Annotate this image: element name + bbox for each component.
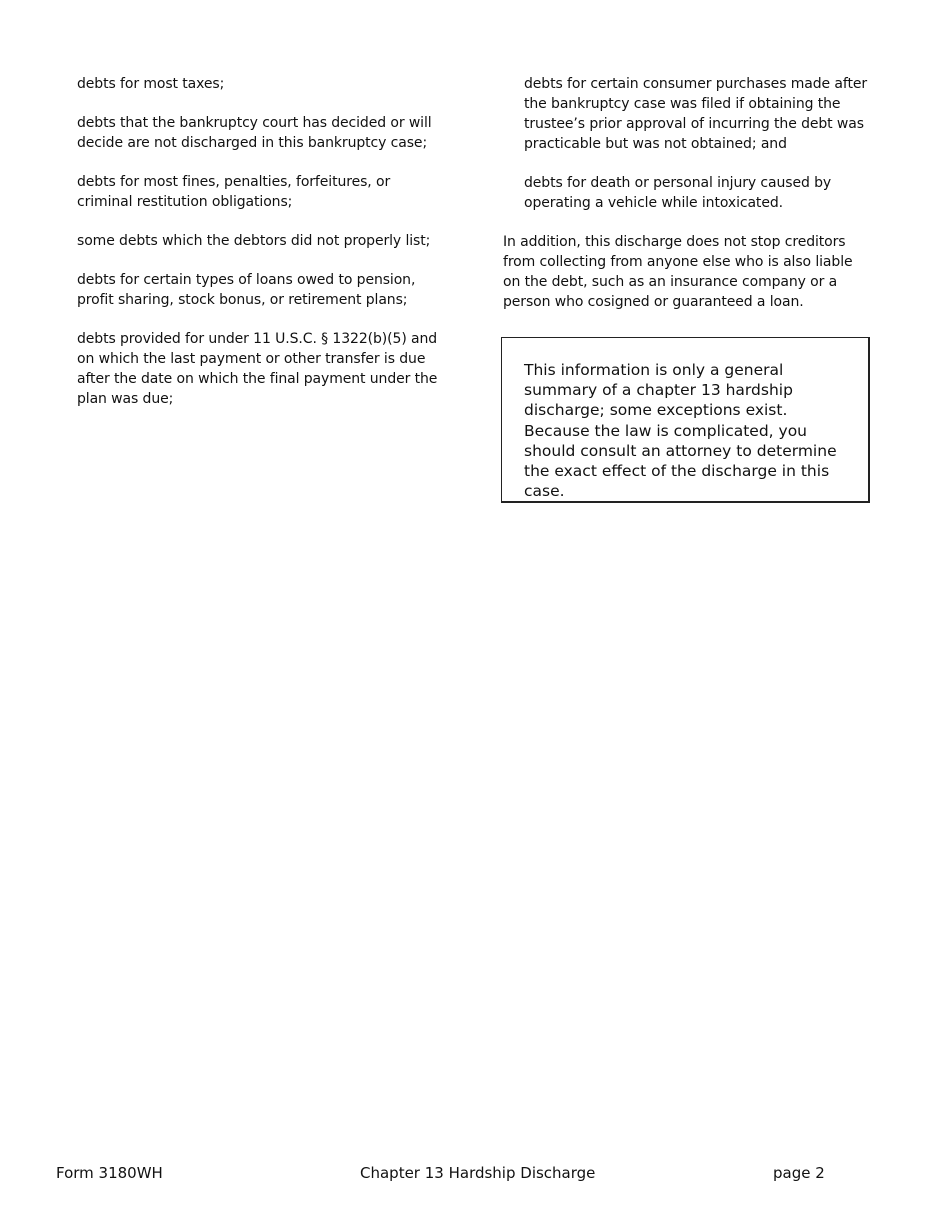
list-item: debts for most fines, penalties, forfeitures, or criminal restitution obligations; [77,174,391,210]
addition-paragraph: In addition, this discharge does not stop creditors from collecting from anyone else who is also liable on the debt, such as an insurance company or a person who cosigned or guaranteed a loan. [503,234,853,310]
footer-title: Chapter 13 Hardship Discharge [360,1164,596,1182]
list-item: debts for death or personal injury caused by operating a vehicle while intoxicated. [524,175,832,211]
footer-form-number: Form 3180WH [56,1164,163,1182]
footer-page-number: page 2 [773,1164,825,1182]
list-item: debts for most taxes; [77,76,225,92]
notice-box [501,337,870,503]
list-item: some debts which the debtors did not properly list; [77,233,431,249]
list-item: debts for certain types of loans owed to pension, profit sharing, stock bonus, or retirement plans; [77,272,416,308]
notice-text: This information is only a general summary of a chapter 13 hardship discharge; some exceptions exist. Because the law is complicated, you should consult an attorney to determine the exact effect of the discharge in this case. [524,361,837,501]
list-item: debts for certain consumer purchases made after the bankruptcy case was filed if obtaining the trustee’s prior approval of incurring the debt was practicable but was not obtained; and [524,76,868,152]
left-column [77,74,447,428]
list-item: debts that the bankruptcy court has decided or will decide are not discharged in this bankruptcy case; [77,115,432,151]
list-item: debts provided for under 11 U.S.C. § 1322(b)(5) and on which the last payment or other transfer is due after the date on which the final payment under the plan was due; [77,331,438,407]
right-column [503,74,873,331]
